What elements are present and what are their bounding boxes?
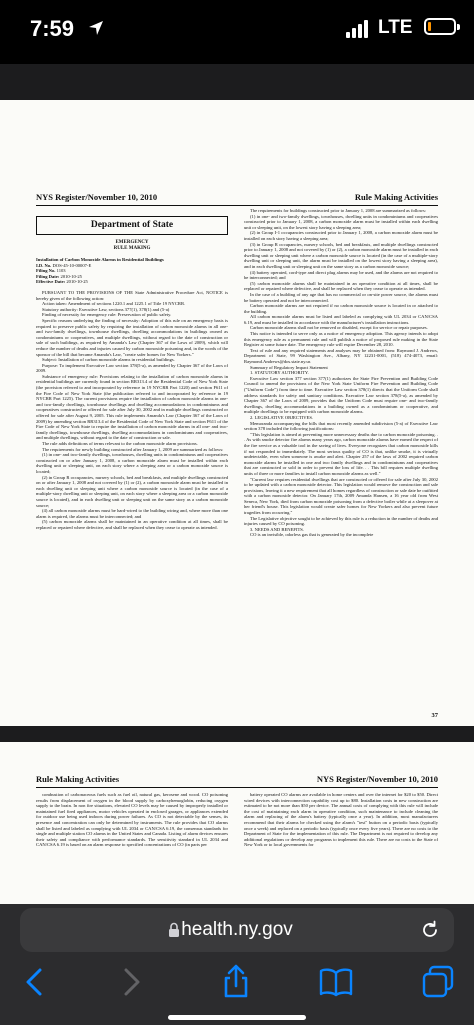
body-paragraph: "Current law requires residential dwellings that are constructed or offered for sale after July 30, 2002 to be updated with a carbon monoxide detector. This legislation would remove the construction and sale provisions, leaving it a new requirement that all homes regardless of construction or sale date be outfitted with a carbon monoxide detector. On January 17th, 2009 Amanda Hansen, a 16 year old from West Seneca, New York, died from carbon monoxide poisoning from a defective boiler while at a sleepover at her friend's house. This legislation would create safer homes for New Yorkers and also prevent future tragedies from occurring." — [244, 476, 438, 516]
header-left: NYS Register/November 10, 2010 — [36, 192, 158, 202]
body-paragraph: 2. LEGISLATIVE OBJECTIVES. — [250, 414, 314, 420]
bookmarks-icon[interactable] — [316, 962, 356, 1002]
body-paragraph: Action taken: Amendment of sections 1220.1 and 1225.1 of Title 19 NYCRR. — [42, 301, 186, 307]
address-bar[interactable] — [20, 908, 454, 952]
body-paragraph: Specific reasons underlying the finding of necessity: Adoption of this rule on an emergency basis is required to preserve public safety by requiring the installation of carbon monoxide alarms in all one- and two-family dwellings, townhouse dwellings, dwelling accommodations in buildings owned as condominiums or cooperatives, and multiple dwellings, without regard to the date of construction or sale of such buildings, as required by Amanda's Law (Chapter 367 of the Laws of 2009), which will reduce the number of deaths and injuries caused by carbon monoxide poisoning and, in the words of the sponsor of the bill that became Amanda's Law, "create safer homes for New Yorkers." — [36, 317, 228, 357]
body-paragraph: (4) all carbon monoxide alarms must be hard-wired to the building wiring and, where more than one alarm is required, the alarms must be interconnected; and — [36, 508, 228, 519]
body-paragraph: (5) carbon monoxide alarms shall be maintained in an operative condition at all times, shall be replaced or repaired where defective, and shall be replaced when they cease to operate as intended. — [36, 519, 228, 530]
location-arrow-icon — [88, 20, 104, 36]
running-header — [36, 774, 438, 788]
body-paragraph: The rule adds definitions of terms relevant to the carbon monoxide alarm provisions. — [42, 441, 198, 446]
body-paragraph: combustion of carbonaceous fuels such as fuel oil, natural gas, kerosene and wood. CO poisoning results from displacement of oxygen in the blood supply by carboxyhemoglobin, reducing oxygen supply to the brain. In non fire situations, elevated CO levels may be caused by improperly installed or maintained fuel fired appliances, motor vehicles operated in enclosed garages, or appliances extended for outdoor use being used indoors during power failures. As CO is not detectable by the senses, its presence and concentration can only be determined by instruments. The rule provides that CO alarms shall be listed and labeled as complying with UL 2034 or CAN/CSA 6.19, the consensus standards for single and multiple station CO alarms in the United States and Canada. Listing of alarm devices ensures their safety and compliance with performance standards. The sensitivity standard in UL 2034 and CAN/CSA 6.19 is based on an alarm response to specified concentrations of CO (in parts per — [36, 792, 228, 848]
rule-title: Installation of Carbon Monoxide Alarms in Residential Buildings — [36, 257, 164, 262]
effective-date-line: Effective Date: 2010-10-25 — [36, 279, 88, 285]
body-paragraph: (3) in Group R occupancies, nursery schools, bed and breakfasts, and multiple dwellings constructed prior to January 1, 2008 and not covered by (1) or (2), a carbon monoxide alarm must be installed in each dwelling unit or sleeping unit where a carbon monoxide source is located (in the case of a multiple-story dwelling unit or sleeping unit, the alarm must be installed on the lowest story having a sleeping area), and in each dwelling unit or sleeping unit on the same story as a carbon monoxide source; — [244, 241, 438, 269]
body-paragraph: The requirements for newly building constructed after January 1, 2009 are summarized as follows: — [42, 446, 224, 452]
network-type: LTE — [378, 17, 413, 38]
right-body-text — [244, 208, 438, 538]
page-number: 37 — [431, 712, 438, 719]
body-paragraph: Text of rule and any required statements and analyses may be obtained from: Raymond J. Andrews, Department of State, 99 Washington Ave., Albany, NY 12231-0001, (518) 474-4073, email: Raymond.Andrews@dos.state.ny.us — [244, 347, 438, 365]
body-paragraph: In the case of a building of any age that has no commercial or on-site power source, the alarms must be battery operated and not be interconnected. — [244, 291, 438, 303]
battery-level — [428, 22, 431, 31]
department-heading: Department of State — [36, 216, 228, 235]
body-paragraph: 3. NEEDS AND BENEFITS. — [250, 526, 304, 532]
body-paragraph: (4) battery operated, cord-type and direct plug alarms may be used, and the alarms are not required to be interconnected; and — [244, 269, 438, 281]
body-paragraph: Finding of necessity for emergency rule: Preservation of public safety. — [42, 312, 172, 318]
forward-icon[interactable] — [110, 962, 150, 1002]
section-title: EMERGENCY — [115, 240, 149, 245]
body-paragraph: The Legislative objective sought to be achieved by this rule is a reduction in the number of deaths and injuries caused by CO poisoning. — [244, 515, 438, 527]
header-rule — [36, 787, 438, 788]
tabs-icon[interactable] — [418, 962, 458, 1002]
left-column — [36, 792, 228, 904]
browser-chrome — [0, 904, 474, 1025]
url-text: health.ny.gov — [181, 919, 293, 940]
right-column — [244, 792, 438, 904]
running-header — [36, 192, 438, 206]
header-left: Rule Making Activities — [36, 774, 120, 784]
left-column — [36, 212, 228, 674]
section-subtitle: RULE MAKING — [113, 246, 151, 251]
left-body-text — [36, 290, 228, 531]
body-paragraph: Substance of emergency rule: Provisions relating to the installation of carbon monoxide alarms in residential buildings are currently found in section RR313.4 of the Residential Code of New York State (the provision referred to and incorporated by reference in 19 NYCRR Part 1220) and section F611 of the Fire Code of New York State (the publication referred to and incorporated by reference in 19 NYCRR Part 1225). The current provisions require the installation of carbon monoxide alarms in one- and two-family dwellings, townhouse dwellings and dwelling accommodations in condominiums and cooperatives constructed or offered for sale after July 30, 2002 and in multiple dwellings constructed or offered for sale after August 9, 2005. This rule implements Amanda's Law (Chapter 367 of the Laws of 2009) by amending section RR313.4 of the Residential Code of New York State and section F611 of the Fire Code of New York State to require the installation of carbon monoxide alarms in all one- and two-family dwellings, townhouse dwellings, dwelling accommodations in condominiums and cooperatives, and multiple dwellings, without regard to the date of construction or sale. — [36, 373, 228, 441]
pdf-page — [0, 100, 474, 726]
body-paragraph: Memoranda accompanying the bills that most recently amended subdivision (5-a) of Executive Law section 378 included the following justifications: — [244, 420, 438, 432]
body-paragraph: (1) in one- and two-family dwellings, townhouses, dwelling units in condominiums and cooperatives constructed prior to January 1, 2008, a carbon monoxide alarm must be installed within each dwelling unit or sleeping unit, on the lowest story having a sleeping area; — [244, 213, 438, 230]
right-column — [244, 208, 438, 674]
bottom-toolbar — [0, 956, 474, 1010]
pdf-page — [0, 742, 474, 904]
body-paragraph: (1) in one- and two-family dwellings, townhouses, dwelling units in condominiums and cooperatives constructed on or after January 1, 2008, a carbon monoxide alarm must be installed within each dwelling unit or sleeping unit, on each story where a sleeping area or a carbon monoxide source is located; — [36, 452, 228, 474]
body-paragraph: All carbon monoxide alarms must be listed and labeled as complying with UL 2034 or CAN/CSA 6.19, and must be installed in accordance with the manufacturer's installation instructions. — [244, 314, 438, 325]
home-indicator — [168, 1015, 306, 1020]
body-paragraph: (2) in Group R occupancies, nursery schools, bed and breakfasts, and multiple dwellings constructed on or after January 1, 2008 and not covered by (1) or (2), a carbon monoxide alarm must be installed in each dwelling unit or sleeping unit where a carbon monoxide source is located (in the case of a multiple-story dwelling unit or sleeping unit, on each story where a sleeping area or a carbon monoxide source is located), and in each dwelling unit or sleeping unit on the same story as a carbon monoxide source; — [36, 474, 228, 508]
body-paragraph: Carbon monoxide alarms are not required if no carbon monoxide source is located in or attached to the building. — [244, 303, 438, 314]
body-paragraph: Summary of Regulatory Impact Statement — [250, 364, 328, 370]
body-paragraph: battery operated CO alarms are available in home centers and over the internet for $20 to $50. Direct wired devices with interconnection capability cost up to $80. Installation costs in new construction are estimated to be not more than $50 per device. The annual costs of complying with this rule will include the cost of maintaining each alarm in operative condition, such maintenance to include cleaning the alarm and replacing of the alarm's battery (typically once a year). In addition, most manufacturers recommend that their alarms be checked using the alarm's "test" button on a periodic basis (typically once a week) and replaced on a periodic basis (typically once every five years). There are no costs to the Department of State for the implementation of this rule. The Department is not required to develop any additional regulations or develop any programs to implement this rule. There are no costs to the State of New York or to local governments for — [244, 792, 438, 848]
header-right: Rule Making Activities — [354, 192, 438, 202]
body-paragraph: Executive Law section 377 section 377(1) authorizes the State Fire Prevention and Building Code Council to amend the provisions of the New York State Uniform Fire Prevention and Building Code ("Uniform Code") from time to time. Executive Law section 378(1) directs that the Uniform Code shall address standards for safety and sanitary conditions. Executive Law section 378(5-a), as amended by Chapter 367 of the Laws of 2009, provides that the Uniform Code must require one- and two-family dwellings, dwelling accommodations in a building owned as a condominium or cooperative, and multiple dwellings to be equipped with carbon monoxide alarms. — [244, 375, 438, 415]
battery-icon — [424, 18, 456, 35]
body-paragraph: This notice is intended to serve only as a notice of emergency adoption. This agency intends to adopt this emergency rule as a permanent rule and will publish a notice of proposed rule making in the State Register at some future date. The emergency rule will expire December 28, 2010. — [244, 331, 438, 348]
header-rule — [36, 205, 438, 206]
body-paragraph: (5) carbon monoxide alarms shall be maintained in an operative condition at all times, shall be replaced or repaired where defective, and shall be replaced when they cease to operate as intended. — [244, 280, 438, 292]
filing-date-line: Filing Date: 2010-10-25 — [36, 273, 82, 279]
pdf-viewer[interactable] — [0, 64, 474, 904]
id-line: I.D. No. DOS-45-10-00007-E — [36, 262, 92, 268]
reload-icon[interactable] — [420, 920, 440, 940]
body-paragraph: Purpose: To implement Executive Law section 378(5-a), as amended by Chapter 367 of the Laws of 2009. — [36, 362, 228, 374]
body-paragraph: Carbon monoxide alarms shall not be removed or disabled, except for service or repair purposes. — [250, 325, 428, 331]
body-paragraph: PURSUANT TO THE PROVISIONS OF THE State Administrative Procedure Act, NOTICE is hereby given of the following action: — [36, 289, 228, 301]
share-icon[interactable] — [216, 962, 256, 1002]
body-paragraph: Statutory authority: Executive Law, sections 377(1), 378(1) and (5-a) — [42, 306, 170, 312]
header-right: NYS Register/November 10, 2010 — [316, 774, 438, 784]
body-paragraph: CO is an invisible, odorless gas that is generated by the incomplete — [250, 532, 374, 538]
status-time: 7:59 — [30, 16, 75, 41]
cellular-signal-icon — [346, 20, 372, 38]
body-paragraph: 1. STATUTORY AUTHORITY. — [250, 370, 309, 376]
back-icon[interactable] — [16, 962, 56, 1002]
body-paragraph: "This legislation is aimed at preventing more unnecessary deaths due to carbon monoxide poisoning. . . As with smoke detector fire alarms many years ago, carbon monoxide alarms have earned the respect of the fire service as a valuable tool in the saving of lives. Everyone recognizes that carbon monoxide kills if not responded to immediately. The most serious quality of CO is that, unlike smoke, it is virtually undetectable, even when someone is awake and alert. Chapter 257 of the laws of 2002 required carbon monoxide alarms be installed in one and two family dwellings and in condominiums and cooperatives that are constructed or sold in order to prevent the loss of life. . . This bill requires multiple dwelling units of three or more families to install carbon monoxide alarms as well." — [244, 431, 438, 476]
body-paragraph: The requirements for buildings constructed prior to January 1, 2008 are summarized as follows: — [250, 208, 427, 213]
filing-no-line: Filing No. 1103 — [36, 268, 66, 274]
body-paragraph: Subject: Installation of carbon monoxide alarms in residential buildings. — [42, 357, 175, 363]
body-paragraph: (2) in Group I-1 occupancies constructed prior to January 1, 2008, a carbon monoxide alarm must be installed on each story having a sleeping area; — [244, 230, 438, 241]
status-bar — [0, 0, 474, 64]
